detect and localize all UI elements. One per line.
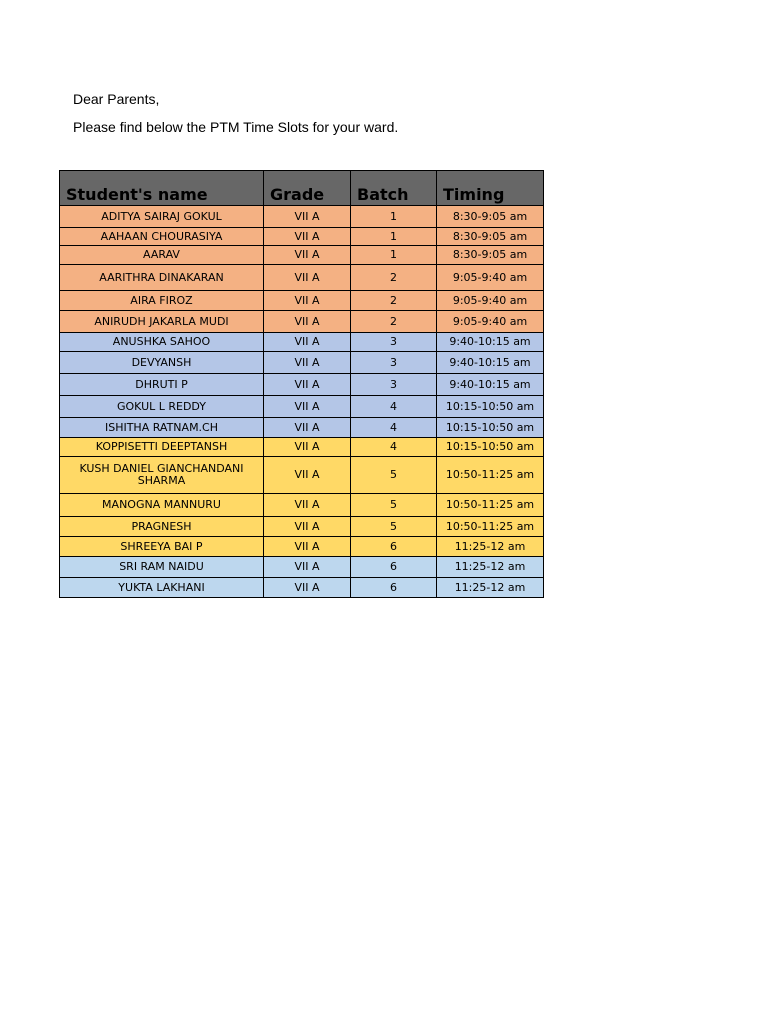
cell-timing: 11:25-12 am xyxy=(437,557,544,578)
cell-student-name: DEVYANSH xyxy=(60,352,264,374)
cell-grade: VII A xyxy=(264,537,351,557)
cell-batch: 6 xyxy=(351,537,437,557)
cell-timing: 8:30-9:05 am xyxy=(437,206,544,228)
table-row xyxy=(60,418,544,438)
table-row xyxy=(60,537,544,557)
cell-grade: VII A xyxy=(264,494,351,517)
cell-grade: VII A xyxy=(264,517,351,537)
cell-grade: VII A xyxy=(264,438,351,457)
table-row xyxy=(60,352,544,374)
table-row xyxy=(60,374,544,396)
cell-student-name: YUKTA LAKHANI xyxy=(60,578,264,598)
table-row xyxy=(60,517,544,537)
cell-student-name: DHRUTI P xyxy=(60,374,264,396)
table-header-row xyxy=(60,171,544,206)
cell-batch: 5 xyxy=(351,457,437,494)
cell-grade: VII A xyxy=(264,333,351,352)
table-body xyxy=(60,206,544,598)
cell-grade: VII A xyxy=(264,228,351,246)
table-row xyxy=(60,206,544,228)
header-timing: Timing xyxy=(437,171,544,206)
table-row xyxy=(60,333,544,352)
cell-timing: 10:50-11:25 am xyxy=(437,457,544,494)
cell-student-name: KUSH DANIEL GIANCHANDANI SHARMA xyxy=(60,457,264,494)
cell-batch: 6 xyxy=(351,578,437,598)
cell-batch: 5 xyxy=(351,494,437,517)
header-grade: Grade xyxy=(264,171,351,206)
cell-grade: VII A xyxy=(264,352,351,374)
cell-grade: VII A xyxy=(264,374,351,396)
cell-timing: 10:50-11:25 am xyxy=(437,517,544,537)
cell-student-name: AAHAAN CHOURASIYA xyxy=(60,228,264,246)
table-row xyxy=(60,265,544,291)
intro-text: Please find below the PTM Time Slots for your ward. xyxy=(73,119,399,135)
table-row xyxy=(60,228,544,246)
table-row xyxy=(60,557,544,578)
cell-grade: VII A xyxy=(264,206,351,228)
cell-student-name: ISHITHA RATNAM.CH xyxy=(60,418,264,438)
cell-timing: 11:25-12 am xyxy=(437,537,544,557)
cell-batch: 5 xyxy=(351,517,437,537)
table-row xyxy=(60,246,544,265)
cell-timing: 10:15-10:50 am xyxy=(437,438,544,457)
greeting: Dear Parents, xyxy=(73,91,160,107)
cell-timing: 9:05-9:40 am xyxy=(437,291,544,311)
table-row xyxy=(60,291,544,311)
cell-grade: VII A xyxy=(264,557,351,578)
cell-student-name: AIRA FIROZ xyxy=(60,291,264,311)
cell-timing: 10:50-11:25 am xyxy=(437,494,544,517)
table-row xyxy=(60,494,544,517)
cell-grade: VII A xyxy=(264,578,351,598)
header-batch: Batch xyxy=(351,171,437,206)
table-row xyxy=(60,311,544,333)
table-row xyxy=(60,396,544,418)
cell-grade: VII A xyxy=(264,291,351,311)
cell-batch: 1 xyxy=(351,246,437,265)
cell-student-name: AARAV xyxy=(60,246,264,265)
cell-batch: 1 xyxy=(351,228,437,246)
cell-batch: 6 xyxy=(351,557,437,578)
cell-timing: 9:40-10:15 am xyxy=(437,352,544,374)
cell-timing: 10:15-10:50 am xyxy=(437,418,544,438)
cell-batch: 1 xyxy=(351,206,437,228)
cell-batch: 3 xyxy=(351,352,437,374)
table-row xyxy=(60,438,544,457)
cell-batch: 4 xyxy=(351,418,437,438)
cell-grade: VII A xyxy=(264,265,351,291)
cell-student-name: SHREEYA BAI P xyxy=(60,537,264,557)
table-row xyxy=(60,457,544,494)
cell-timing: 11:25-12 am xyxy=(437,578,544,598)
cell-student-name: ADITYA SAIRAJ GOKUL xyxy=(60,206,264,228)
cell-timing: 8:30-9:05 am xyxy=(437,228,544,246)
cell-batch: 2 xyxy=(351,291,437,311)
cell-batch: 2 xyxy=(351,265,437,291)
cell-timing: 9:40-10:15 am xyxy=(437,374,544,396)
cell-student-name: GOKUL L REDDY xyxy=(60,396,264,418)
cell-student-name: ANUSHKA SAHOO xyxy=(60,333,264,352)
cell-student-name: AARITHRA DINAKARAN xyxy=(60,265,264,291)
table-row xyxy=(60,578,544,598)
cell-timing: 9:05-9:40 am xyxy=(437,265,544,291)
cell-grade: VII A xyxy=(264,246,351,265)
cell-grade: VII A xyxy=(264,418,351,438)
cell-student-name: PRAGNESH xyxy=(60,517,264,537)
cell-batch: 2 xyxy=(351,311,437,333)
cell-timing: 8:30-9:05 am xyxy=(437,246,544,265)
cell-grade: VII A xyxy=(264,396,351,418)
cell-timing: 9:05-9:40 am xyxy=(437,311,544,333)
header-student-name: Student's name xyxy=(60,171,264,206)
cell-batch: 4 xyxy=(351,396,437,418)
cell-student-name: MANOGNA MANNURU xyxy=(60,494,264,517)
cell-student-name: KOPPISETTI DEEPTANSH xyxy=(60,438,264,457)
ptm-schedule-table xyxy=(59,170,544,598)
cell-batch: 4 xyxy=(351,438,437,457)
cell-grade: VII A xyxy=(264,457,351,494)
cell-batch: 3 xyxy=(351,374,437,396)
cell-timing: 9:40-10:15 am xyxy=(437,333,544,352)
cell-timing: 10:15-10:50 am xyxy=(437,396,544,418)
cell-batch: 3 xyxy=(351,333,437,352)
cell-student-name: ANIRUDH JAKARLA MUDI xyxy=(60,311,264,333)
cell-student-name: SRI RAM NAIDU xyxy=(60,557,264,578)
cell-grade: VII A xyxy=(264,311,351,333)
